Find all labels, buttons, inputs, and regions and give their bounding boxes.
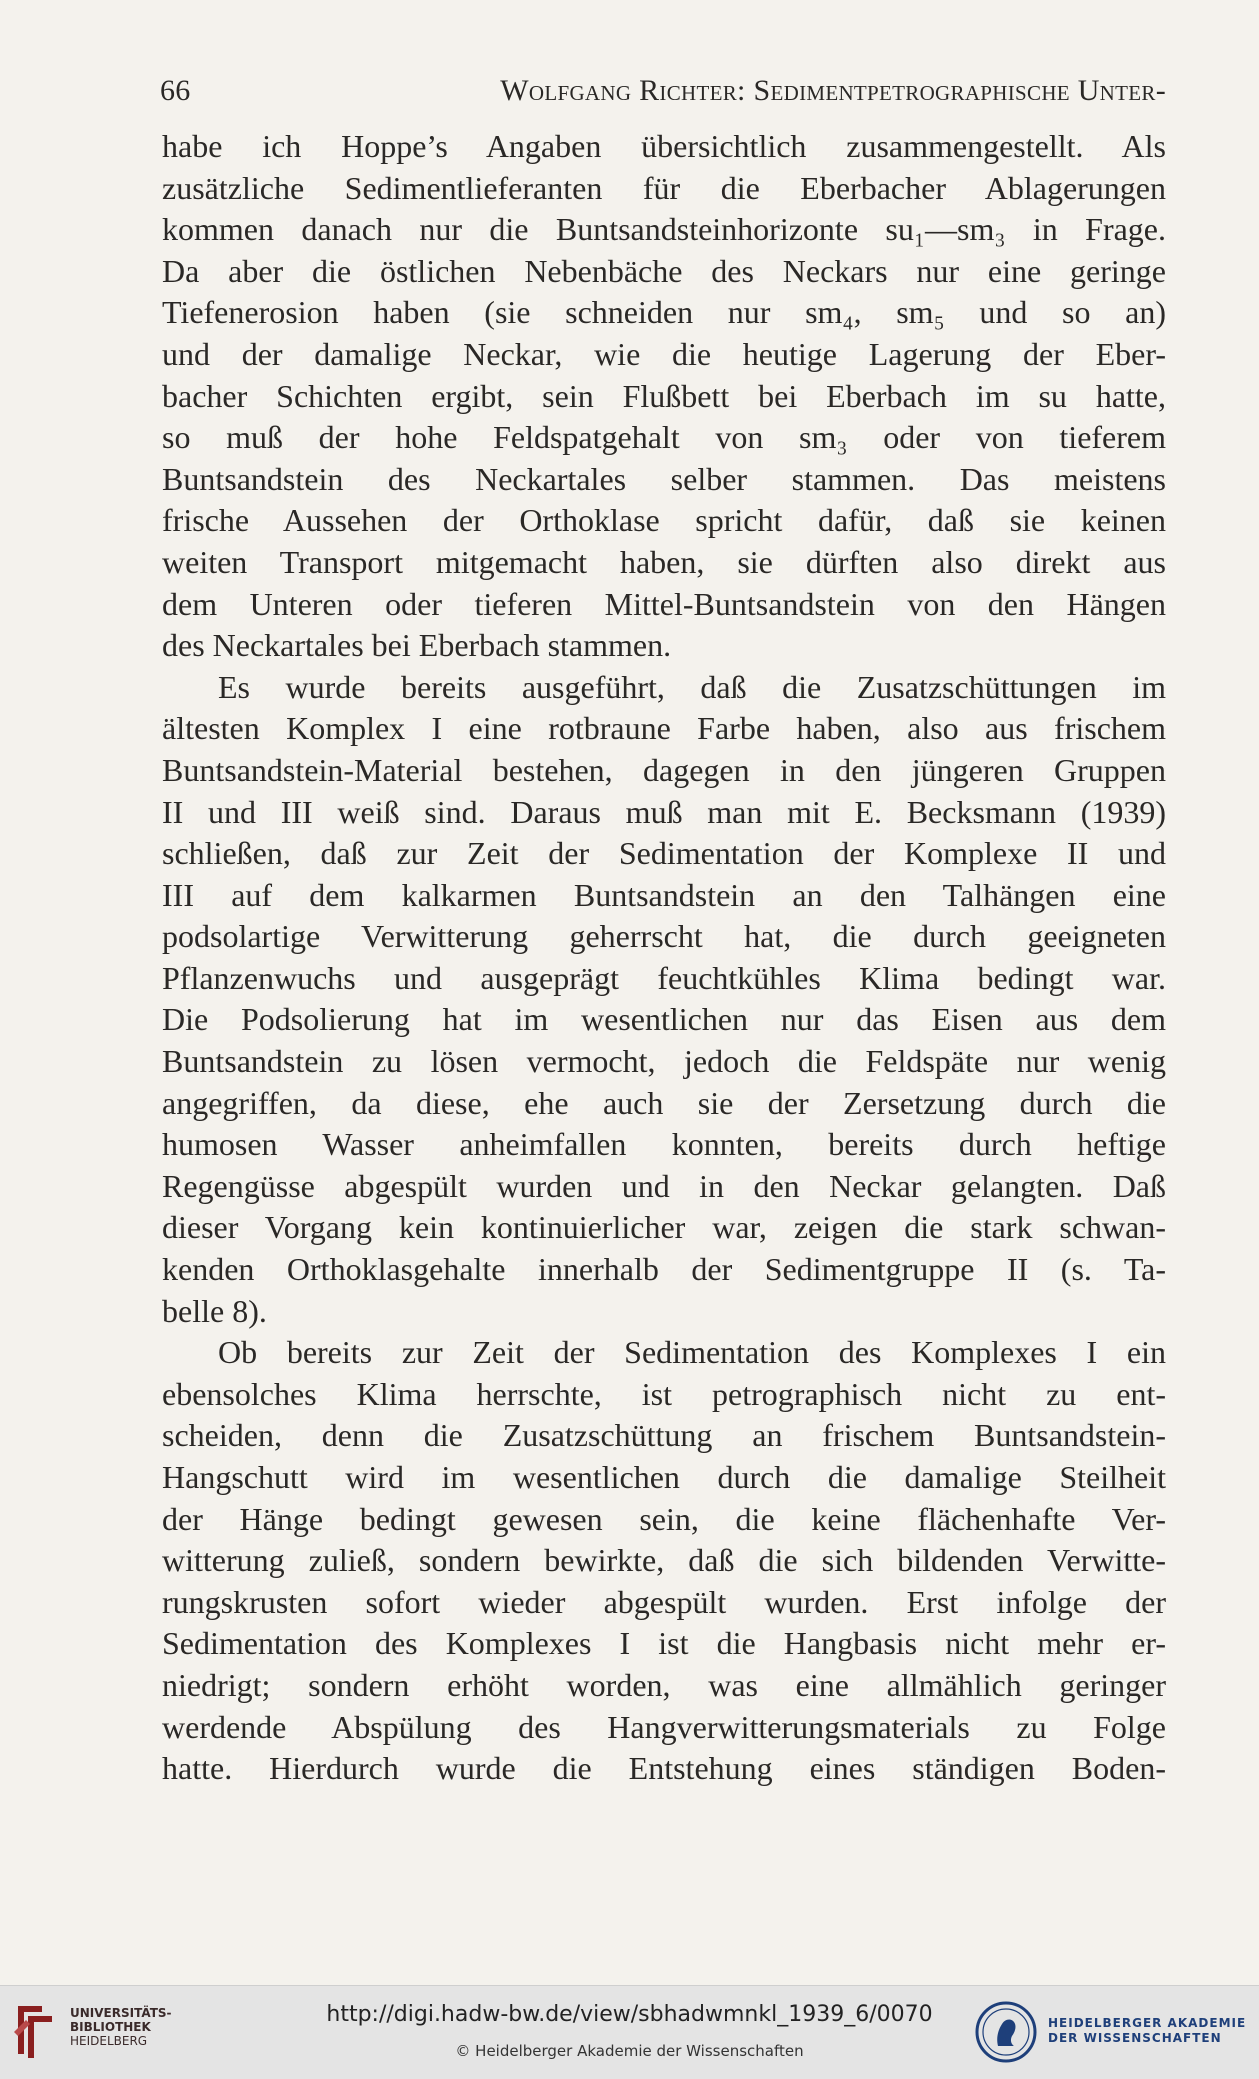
text-line: Hangschutt wird im wesentlichen durch die damalige Steilheit [162, 1459, 1166, 1495]
text-line: rungskrusten sofort wieder abgespült wurden. Erst infolge der [162, 1583, 1166, 1620]
text-line: podsolartige Verwitterung geherrscht hat, die durch geeigneten [162, 918, 1166, 955]
text-line: so muß der hohe Feldspatgehalt von sm₃ oder von tieferem [162, 419, 1166, 456]
text-line: frische Aussehen der Orthoklase spricht dafür, daß sie keinen [162, 502, 1166, 539]
text-line: witterung zuließ, sondern bewirkte, daß die sich bildenden Verwitte- [162, 1542, 1166, 1579]
text-line: Regengüsse abgespült wurden und in den Neckar gelangten. Daß [162, 1167, 1166, 1204]
text-line: Pflanzenwuchs und ausgeprägt feuchtkühles Klima bedingt war. [162, 959, 1166, 996]
text-line: Sedimentation des Komplexes I ist die Hangbasis nicht mehr er- [162, 1625, 1166, 1662]
text-line: Buntsandstein zu lösen vermocht, jedoch die Feldspäte nur wenig [162, 1043, 1166, 1080]
text-line: III auf dem kalkarmen Buntsandstein an den Talhängen eine [162, 876, 1166, 913]
text-line: und der damalige Neckar, wie die heutige Lagerung der Eber- [162, 335, 1166, 372]
text-line: Buntsandstein des Neckartales selber stammen. Das meistens [162, 460, 1166, 497]
text-line: schließen, daß zur Zeit der Sedimentation der Komplexe II und [162, 835, 1166, 872]
text-line: Tiefenerosion haben (sie schneiden nur sm₄, sm₅ und so an) [162, 294, 1166, 331]
text-line: dem Unteren oder tieferen Mittel-Buntsandstein von den Hängen [162, 585, 1166, 622]
text-line: II und III weiß sind. Daraus muß man mit E. Becksmann (1939) [162, 793, 1166, 830]
text-line: des Neckartales bei Eberbach stammen. [162, 627, 672, 664]
text-line: weiten Transport mitgemacht haben, sie dürften also direkt aus [162, 543, 1166, 580]
text-line: hatte. Hierdurch wurde die Entstehung eines ständigen Boden- [162, 1750, 1166, 1787]
text-line: Ob bereits zur Zeit der Sedimentation des Komplexes I ein [218, 1334, 1166, 1371]
text-line: zusätzliche Sedimentlieferanten für die Eberbacher Ablagerungen [162, 169, 1166, 206]
permalink-url[interactable]: http://digi.hadw-bw.de/view/sbhadwmnkl_1939_6/0070 [326, 2002, 933, 2027]
page-number: 66 [160, 74, 191, 107]
academy-seal-icon [974, 2000, 1038, 2064]
text-line: werdende Abspülung des Hangverwitterungsmaterials zu Folge [162, 1708, 1166, 1745]
text-line: humosen Wasser anheimfallen konnten, bereits durch heftige [162, 1126, 1166, 1163]
copyright-notice: © Heidelberger Akademie der Wissenschaften [455, 2042, 804, 2060]
academy-name [1048, 2016, 1246, 2046]
text-line: Buntsandstein-Material bestehen, dagegen in den jüngeren Gruppen [162, 751, 1166, 788]
running-title: Wolfgang Richter: Sedimentpetrographische Unter- [500, 74, 1166, 107]
text-line: niedrigt; sondern erhöht worden, was eine allmählich geringer [162, 1666, 1166, 1703]
footer-bar [0, 1985, 1259, 2079]
text-line: angegriffen, da diese, ehe auch sie der Zersetzung durch die [162, 1084, 1166, 1121]
text-line: dieser Vorgang kein kontinuierlicher war, zeigen die stark schwan- [162, 1209, 1166, 1246]
text-line: kommen danach nur die Buntsandsteinhorizonte su₁—sm₃ in Frage. [162, 211, 1166, 248]
text-line: belle 8). [162, 1292, 267, 1329]
text-line: Die Podsolierung hat im wesentlichen nur das Eisen aus dem [162, 1001, 1166, 1038]
text-line: bacher Schichten ergibt, sein Flußbett bei Eberbach im su hatte, [162, 377, 1166, 414]
academy-name-line1: HEIDELBERGER AKADEMIE [1048, 2016, 1247, 2030]
academy-name-line2: DER WISSENSCHAFTEN [1048, 2031, 1222, 2045]
text-line: habe ich Hoppe’s Angaben übersichtlich zusammengestellt. Als [162, 128, 1166, 164]
body-text [162, 126, 1166, 1790]
running-header [160, 74, 1166, 114]
library-name-line1: UNIVERSITÄTS- [70, 2006, 172, 2020]
library-name-line3: HEIDELBERG [70, 2034, 148, 2048]
text-line: ebensolches Klima herrschte, ist petrographisch nicht zu ent- [162, 1375, 1166, 1412]
library-name-line2: BIBLIOTHEK [70, 2020, 151, 2034]
text-line: der Hänge bedingt gewesen sein, die keine flächenhafte Ver- [162, 1500, 1166, 1537]
text-line: scheiden, denn die Zusatzschüttung an frischem Buntsandstein- [162, 1417, 1166, 1454]
text-line: ältesten Komplex I eine rotbraune Farbe haben, also aus frischem [162, 710, 1166, 747]
text-line: Da aber die östlichen Nebenbäche des Neckars nur eine geringe [162, 252, 1166, 289]
text-line: Es wurde bereits ausgeführt, daß die Zusatzschüttungen im [218, 668, 1166, 705]
text-line: kenden Orthoklasgehalte innerhalb der Sedimentgruppe II (s. Ta- [162, 1251, 1166, 1288]
